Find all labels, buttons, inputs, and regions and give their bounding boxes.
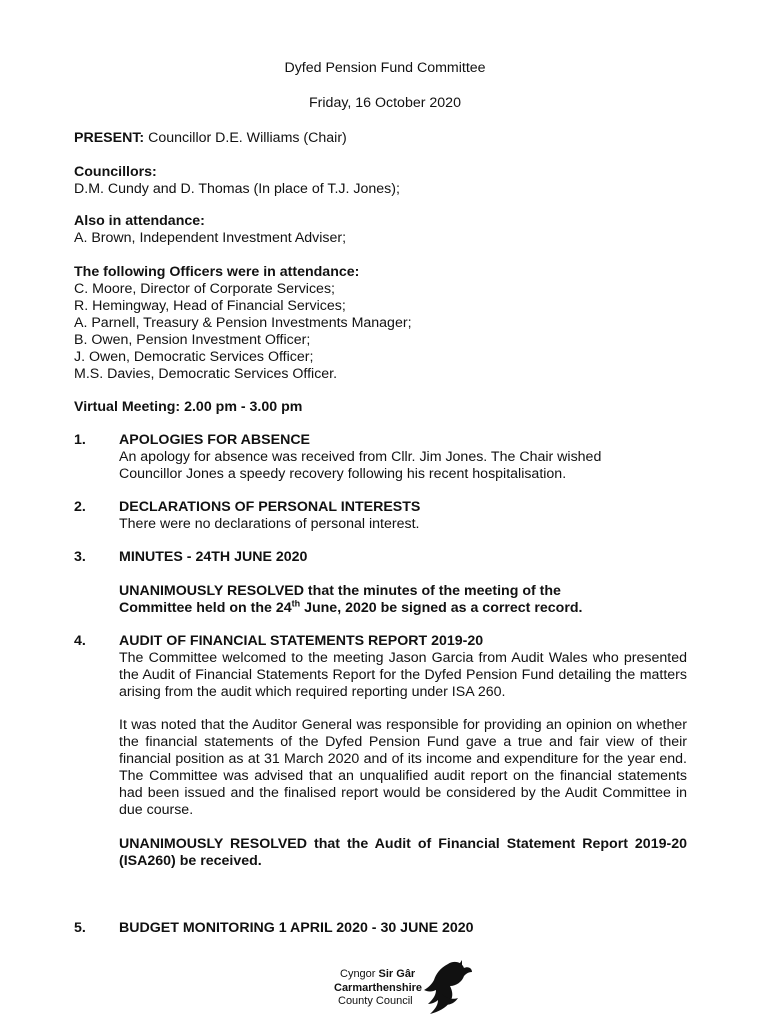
- councillors-text: D.M. Cundy and D. Thomas (In place of T.J. Jones);: [74, 181, 400, 197]
- meeting-time: Virtual Meeting: 2.00 pm - 3.00 pm: [74, 399, 303, 415]
- body-line: An apology for absence was received from Cllr. Jim Jones. The Chair wished: [119, 449, 602, 465]
- item-resolution-minutes: [119, 583, 687, 617]
- present-text: Councillor D.E. Williams (Chair): [148, 130, 347, 146]
- meeting-date: Friday, 16 October 2020: [309, 95, 461, 111]
- item-body-apologies: [119, 449, 687, 483]
- officer-item: C. Moore, Director of Corporate Services;: [74, 281, 335, 297]
- logo-line-3: County Council: [338, 995, 413, 1007]
- officer-item: B. Owen, Pension Investment Officer;: [74, 332, 311, 348]
- officer-item: J. Owen, Democratic Services Officer;: [74, 349, 314, 365]
- councillors-section: [74, 164, 400, 198]
- logo-text-bold: Sir Gâr: [378, 968, 416, 980]
- logo-line-2: Carmarthenshire: [334, 982, 423, 994]
- officer-item: M.S. Davies, Democratic Services Officer.: [74, 366, 338, 382]
- item-body-declarations: There were no declarations of personal interest.: [119, 516, 420, 532]
- logo-line-1: [340, 968, 415, 980]
- item-number: 5.: [74, 920, 86, 936]
- item-body-audit-para2: It was noted that the Auditor General was responsible for providing an opinion on whether the financial statements of the Dyfed Pension Fund gave a true and fair view of their financial position as at 31 March 2020 and of its income and expenditure for the year end. The Committee was advised that an unqualified audit report on the financial statements had been issued and the finalised report would be considered by the Audit Committee in due course.: [119, 717, 687, 818]
- also-attendance-section: [74, 213, 346, 247]
- item-title-apologies: APOLOGIES FOR ABSENCE: [119, 432, 311, 448]
- officers-section: [74, 264, 412, 383]
- resolution-text: June, 2020 be signed as a correct record.: [300, 600, 583, 616]
- item-body-audit-para1: The Committee welcomed to the meeting Jason Garcia from Audit Wales who presented the Audit of Financial Statements Report for the Dyfed Pension Fund detailing the matters arising from the audit which required reporting under ISA 260.: [119, 650, 687, 700]
- item-resolution-audit: UNANIMOUSLY RESOLVED that the Audit of Financial Statement Report 2019-20 (ISA260) be received.: [119, 836, 687, 869]
- resolution-text: Committee held on the 24: [119, 600, 292, 616]
- council-logo: [330, 958, 480, 1018]
- item-number: 2.: [74, 499, 86, 515]
- officer-item: R. Hemingway, Head of Financial Services;: [74, 298, 346, 314]
- logo-text: Cyngor: [340, 968, 379, 980]
- item-title-budget: BUDGET MONITORING 1 APRIL 2020 - 30 JUNE 2020: [119, 920, 474, 936]
- item-number: 3.: [74, 549, 86, 565]
- resolution-line: UNANIMOUSLY RESOLVED that the minutes of the meeting of the: [119, 583, 561, 599]
- councillors-heading: Councillors:: [74, 164, 157, 180]
- body-line: Councillor Jones a speedy recovery following his recent hospitalisation.: [119, 466, 567, 482]
- officers-heading: The following Officers were in attendance:: [74, 264, 360, 280]
- ordinal-suffix: th: [291, 598, 301, 609]
- also-text: A. Brown, Independent Investment Adviser;: [74, 230, 347, 246]
- present-label: PRESENT:: [74, 130, 145, 146]
- item-title-minutes: MINUTES - 24TH JUNE 2020: [119, 549, 308, 565]
- dragon-icon: [418, 958, 474, 1018]
- present-line: [74, 130, 347, 147]
- officer-item: A. Parnell, Treasury & Pension Investments Manager;: [74, 315, 412, 331]
- resolution-line: [119, 600, 687, 617]
- also-heading: Also in attendance:: [74, 213, 205, 229]
- item-number: 4.: [74, 633, 86, 649]
- item-title-audit: AUDIT OF FINANCIAL STATEMENTS REPORT 2019-20: [119, 633, 484, 649]
- document-title: Dyfed Pension Fund Committee: [284, 60, 486, 76]
- item-title-declarations: DECLARATIONS OF PERSONAL INTERESTS: [119, 499, 421, 515]
- item-number: 1.: [74, 432, 86, 448]
